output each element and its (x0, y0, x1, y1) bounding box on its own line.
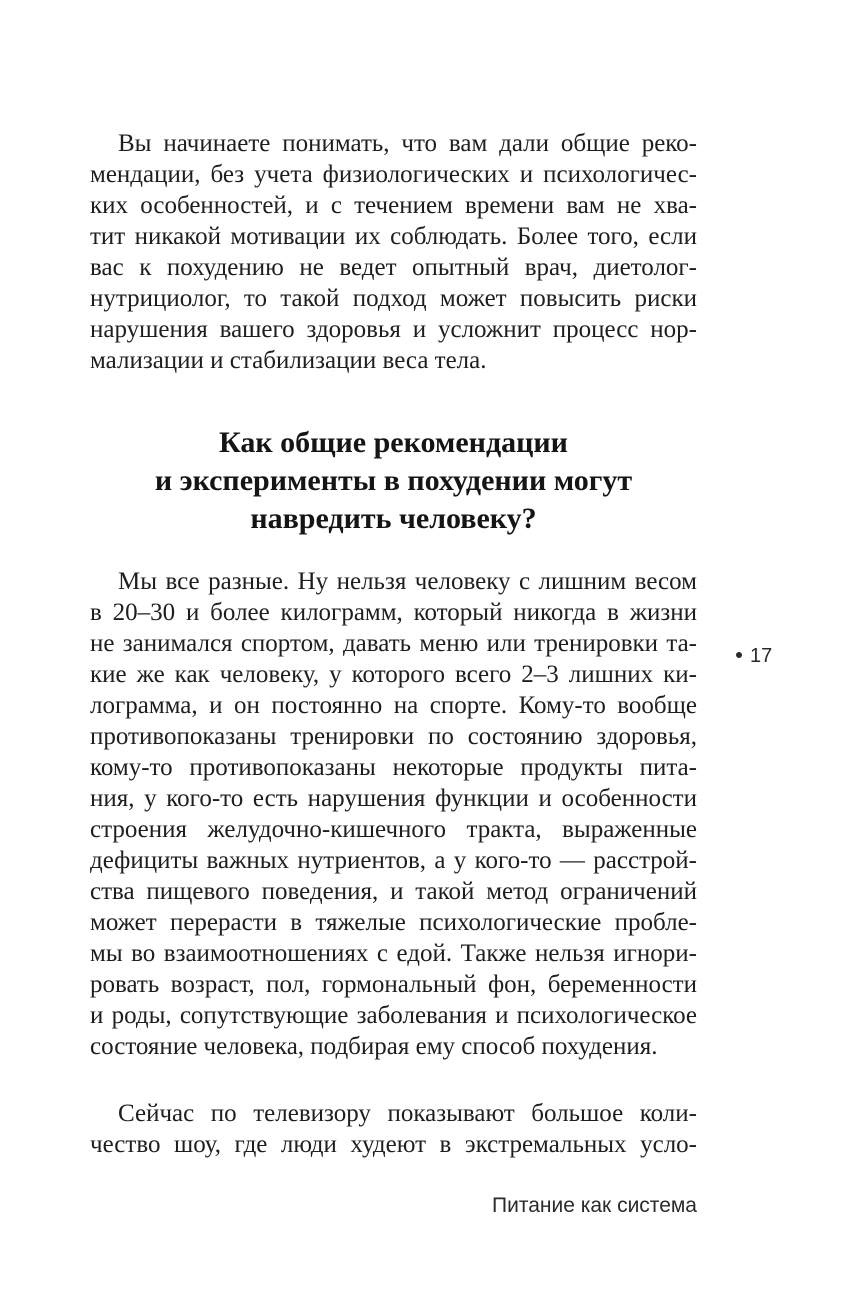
paragraph-line: нарушения вашего здоровья и усложнит процесс нор- (90, 316, 697, 343)
paragraph-line: кому-то противопоказаны некоторые продукты пита- (90, 754, 697, 781)
paragraph-line: Вы начинаете понимать, что вам дали общие реко- (118, 130, 697, 157)
paragraph-line: ких особенностей, и с течением времени вам не хва- (90, 192, 697, 219)
paragraph-line: может перерасти в тяжелые психологические пробле- (90, 909, 697, 936)
paragraph-line: ства пищевого поведения, и такой метод ограничений (90, 878, 697, 905)
paragraph-line: дефициты важных нутриентов, а у кого-то — расстрой- (90, 847, 697, 874)
running-footer: Питание как система (492, 1194, 697, 1217)
paragraph-line: состояние человека, подбирая ему способ похудения. (90, 1033, 658, 1060)
paragraph-line: чество шоу, где люди худеют в экстремальных усло- (90, 1131, 697, 1158)
paragraph-line: кие же как человеку, у которого всего 2–3 лишних ки- (90, 661, 697, 688)
paragraph-line: нутрициолог, то такой подход может повысить риски (90, 285, 697, 312)
paragraph-line: мализации и стабилизации веса тела. (90, 347, 487, 374)
paragraph-line: вас к похудению не ведет опытный врач, диетолог- (90, 254, 697, 281)
paragraph-line: тит никакой мотивации их соблюдать. Более того, если (90, 223, 697, 250)
paragraph-line: строения желудочно-кишечного тракта, выраженные (90, 816, 697, 843)
paragraph-line: ния, у кого-то есть нарушения функции и особенности (90, 785, 697, 812)
paragraph-line: Сейчас по телевизору показывают большое коли- (118, 1100, 697, 1127)
paragraph-line: мы во взаимоотношениях с едой. Также нельзя игнори- (90, 940, 697, 967)
heading-line: и эксперименты в похудении могут (154, 464, 633, 497)
paragraph-line: и роды, сопутствующие заболевания и психологическое (90, 1002, 697, 1029)
heading-line: Как общие рекомендации (219, 426, 568, 459)
paragraph-2 (90, 566, 697, 1062)
paragraph-line: Мы все разные. Ну нельзя человеку с лишним весом (118, 568, 697, 595)
section-heading (90, 424, 697, 538)
paragraph-line: ровать возраст, пол, гормональный фон, беременности (90, 971, 697, 998)
paragraph-3 (90, 1098, 697, 1160)
page-number-value: 17 (750, 645, 773, 667)
paragraph-line: мендации, без учета физиологических и психологичес- (90, 161, 697, 188)
heading-line: навредить человеку? (250, 502, 537, 535)
paragraph-line: не занимался спортом, давать меню или тренировки та- (90, 630, 697, 657)
bullet-icon (736, 652, 742, 658)
paragraph-1 (90, 128, 697, 376)
paragraph-line: противопоказаны тренировки по состоянию здоровья, (90, 723, 697, 750)
paragraph-line: лограмма, и он постоянно на спорте. Кому-то вообще (90, 692, 697, 719)
page-number (736, 645, 772, 668)
paragraph-line: в 20–30 и более килограмм, который никогда в жизни (90, 599, 697, 626)
